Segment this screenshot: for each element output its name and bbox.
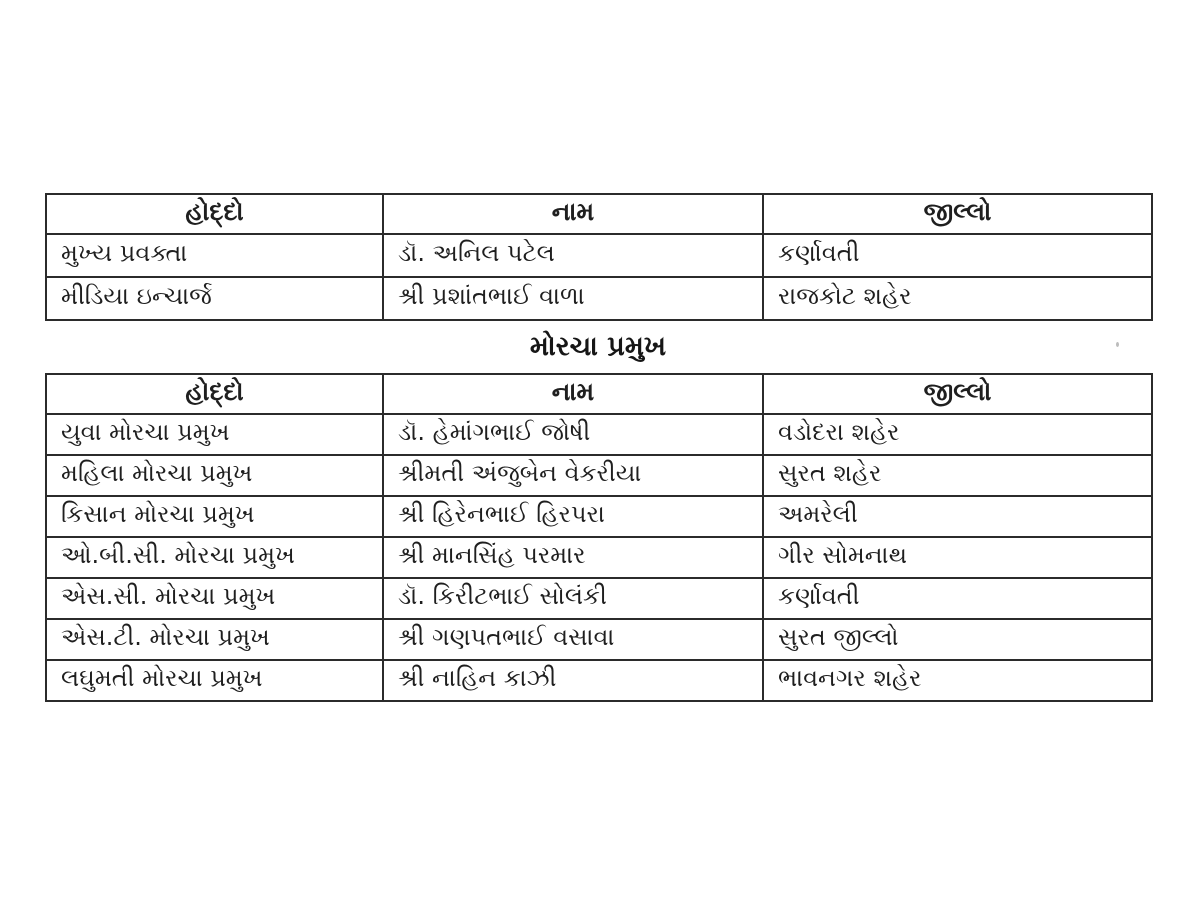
table-row <box>46 496 1152 537</box>
cell-position: એસ.સી. મોરચા પ્રમુખ <box>46 578 383 619</box>
cell-name: ડૉ. કિરીટભાઈ સોલંકી <box>383 578 763 619</box>
leadership-table <box>45 193 1153 321</box>
table-row <box>46 619 1152 660</box>
cell-name: શ્રી ગણપતભાઈ વસાવા <box>383 619 763 660</box>
column-header-district: જીલ્લો <box>763 374 1152 414</box>
column-header-position: હોદ્દો <box>46 374 383 414</box>
cell-position: ઓ.બી.સી. મોરચા પ્રમુખ <box>46 537 383 578</box>
cell-district: વડોદરા શહેર <box>763 414 1152 455</box>
cell-position: કિસાન મોરચા પ્રમુખ <box>46 496 383 537</box>
table-row <box>46 414 1152 455</box>
section-heading: મોરચા પ્રમુખ <box>529 331 667 362</box>
cell-district: રાજકોટ શહેર <box>763 277 1152 320</box>
table-header-row <box>46 194 1152 234</box>
cell-position: મુખ્ય પ્રવક્તા <box>46 234 383 277</box>
cell-district: ગીર સોમનાથ <box>763 537 1152 578</box>
cell-name: શ્રી માનસિંહ પરમાર <box>383 537 763 578</box>
column-header-position: હોદ્દો <box>46 194 383 234</box>
cell-position: મીડિયા ઇન્ચાર્જ <box>46 277 383 320</box>
cell-district: કર્ણાવતી <box>763 234 1152 277</box>
cell-name: ડૉ. અનિલ પટેલ <box>383 234 763 277</box>
cell-name: શ્રી નાહિન કાઝી <box>383 660 763 701</box>
cell-district: ભાવનગર શહેર <box>763 660 1152 701</box>
table-header-row <box>46 374 1152 414</box>
cell-district: અમરેલી <box>763 496 1152 537</box>
cell-name: શ્રી હિરેનભાઈ હિરપરા <box>383 496 763 537</box>
cell-position: એસ.ટી. મોરચા પ્રમુખ <box>46 619 383 660</box>
table-row <box>46 455 1152 496</box>
cell-district: કર્ણાવતી <box>763 578 1152 619</box>
column-header-name: નામ <box>383 374 763 414</box>
cell-position: યુવા મોરચા પ્રમુખ <box>46 414 383 455</box>
scan-artifact-dot <box>1116 342 1119 347</box>
table-row <box>46 277 1152 320</box>
cell-district: સુરત જીલ્લો <box>763 619 1152 660</box>
column-header-district: જીલ્લો <box>763 194 1152 234</box>
cell-name: ડૉ. હેમાંગભાઈ જોષી <box>383 414 763 455</box>
table-row <box>46 578 1152 619</box>
cell-position: લઘુમતી મોરચા પ્રમુખ <box>46 660 383 701</box>
cell-district: સુરત શહેર <box>763 455 1152 496</box>
table-row <box>46 234 1152 277</box>
morcha-presidents-table <box>45 373 1153 702</box>
column-header-name: નામ <box>383 194 763 234</box>
cell-position: મહિલા મોરચા પ્રમુખ <box>46 455 383 496</box>
table-row <box>46 660 1152 701</box>
cell-name: શ્રી પ્રશાંતભાઈ વાળા <box>383 277 763 320</box>
cell-name: શ્રીમતી અંજુબેન વેકરીયા <box>383 455 763 496</box>
table-row <box>46 537 1152 578</box>
